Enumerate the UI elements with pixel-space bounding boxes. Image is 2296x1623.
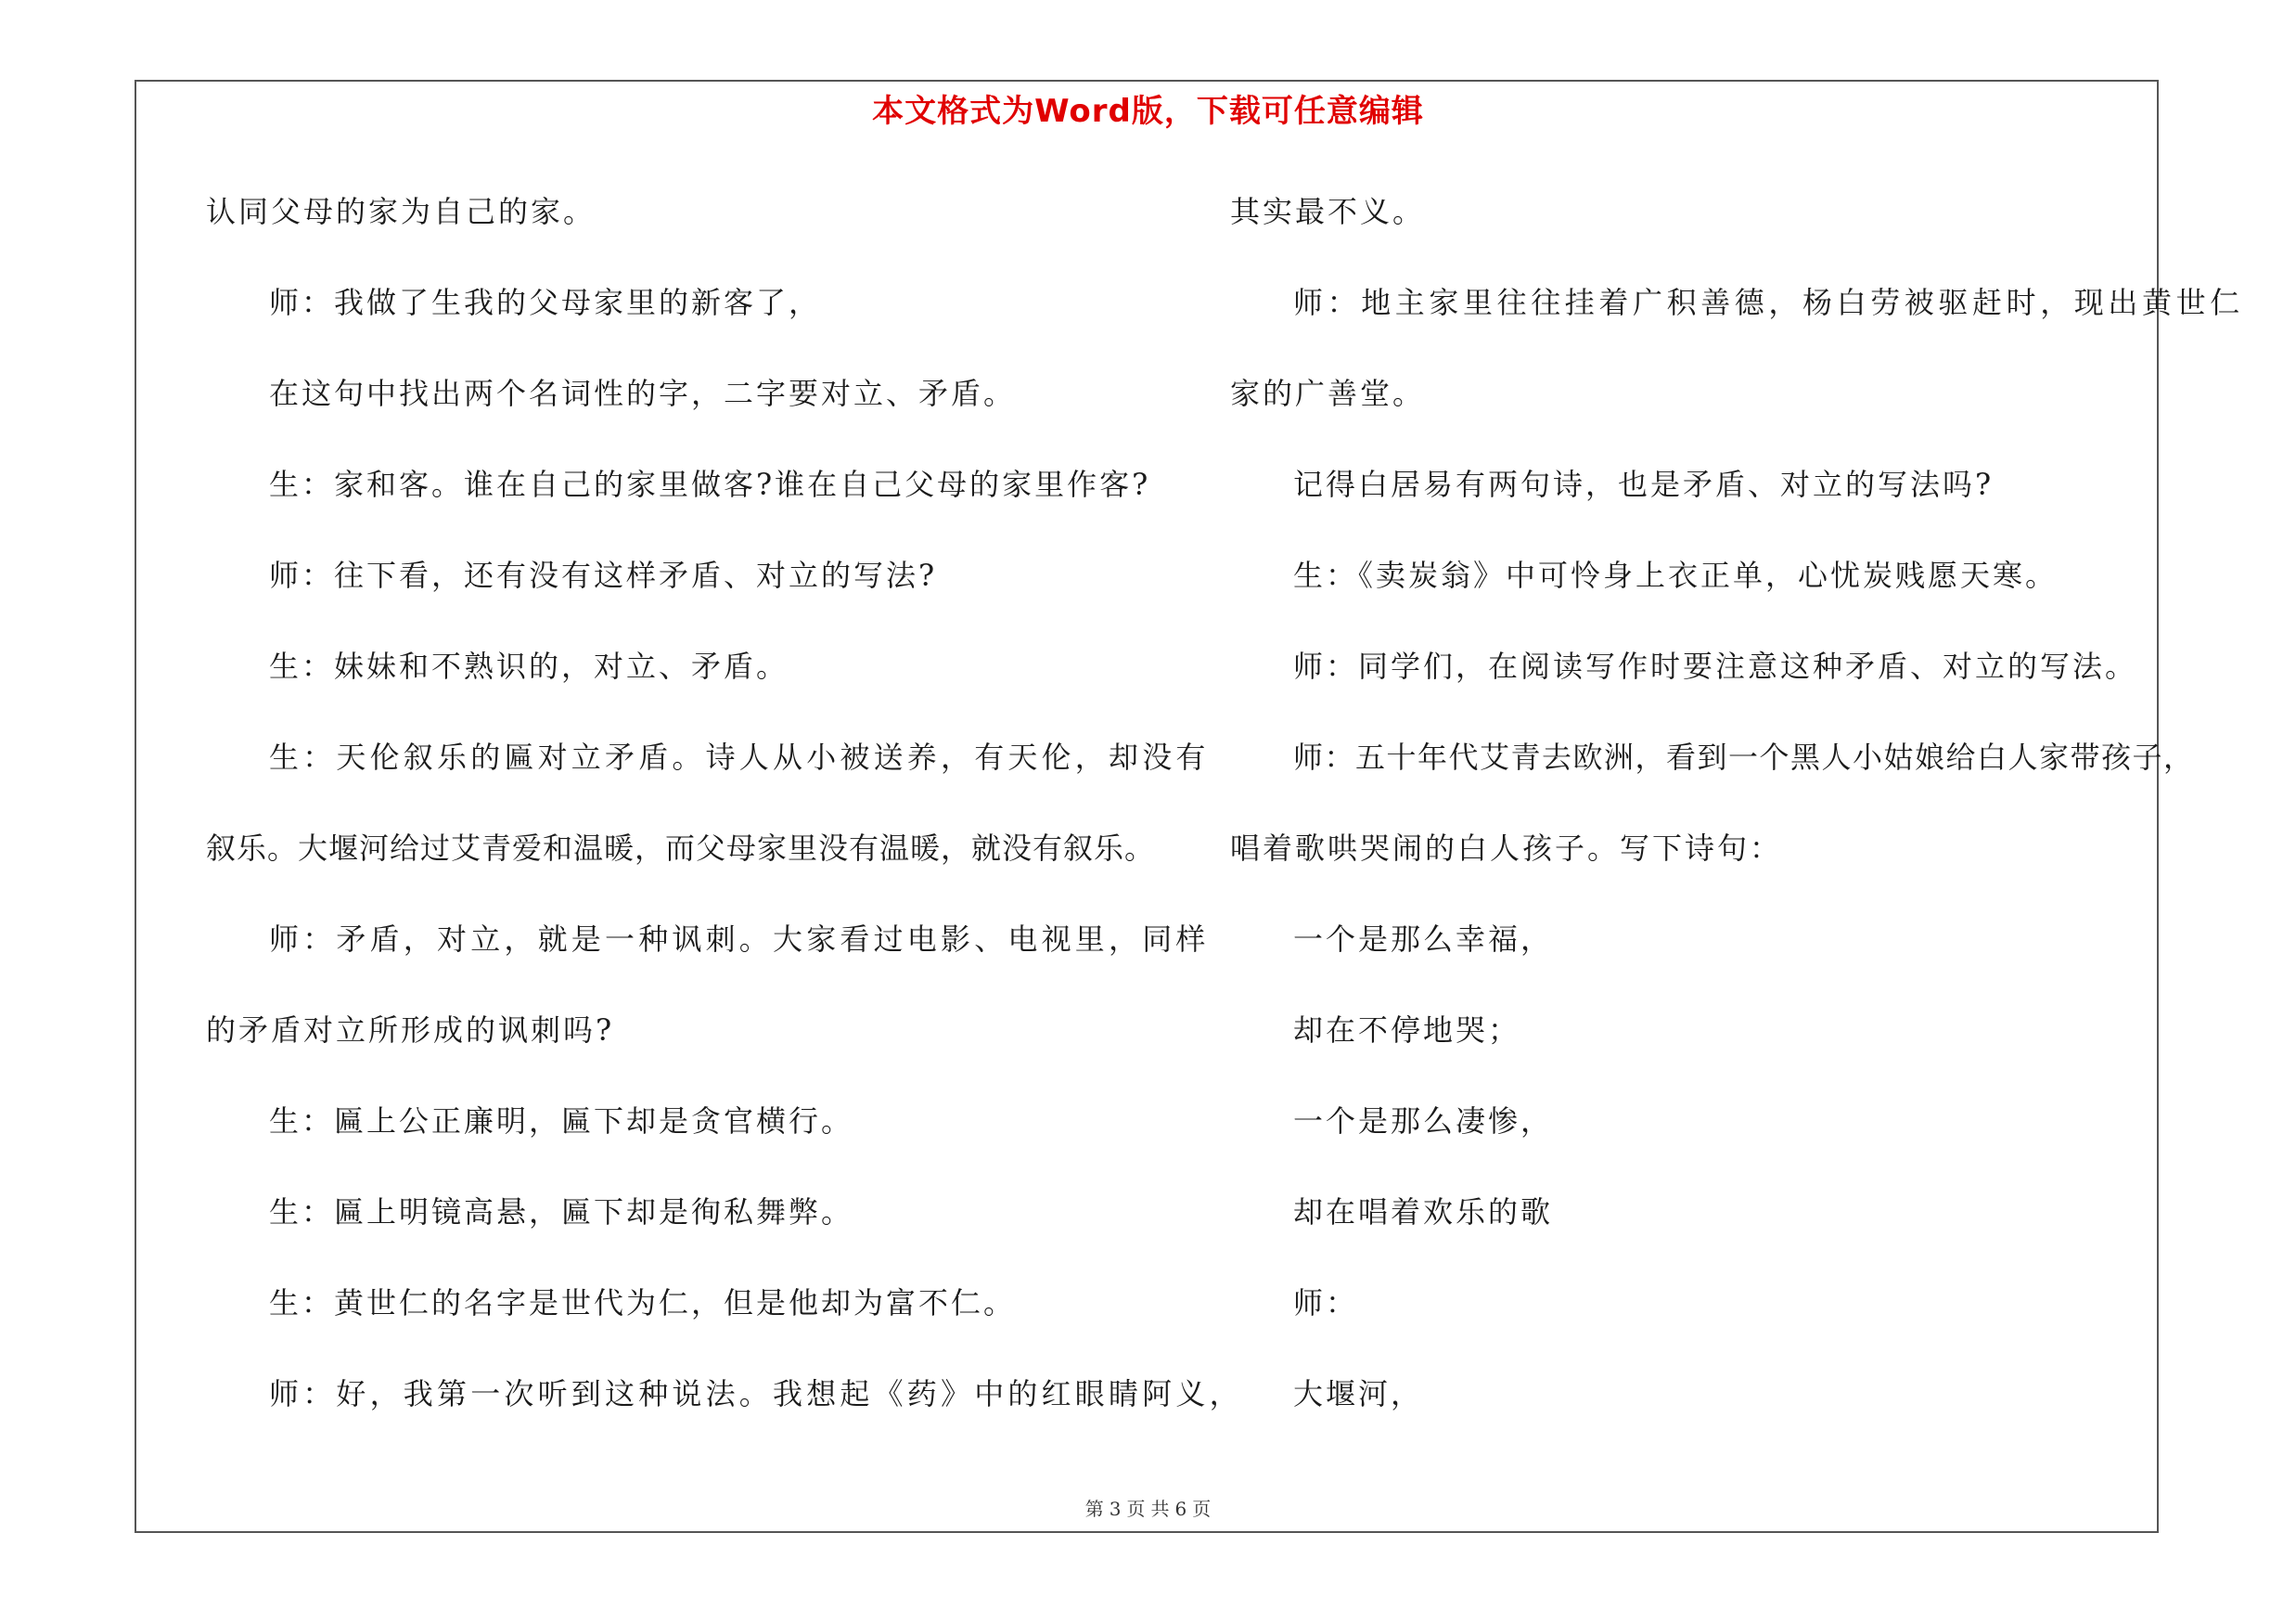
text-line: 师：矛盾，对立，就是一种讽刺。大家看过电影、电视里，同样 [269, 921, 1210, 957]
text-line: 师：往下看，还有没有这样矛盾、对立的写法? [269, 558, 938, 593]
text-line: 师： [1293, 1285, 1359, 1320]
text-line: 记得白居易有两句诗，也是矛盾、对立的写法吗? [1293, 467, 1995, 502]
text-line: 生：匾上明镜高悬，匾下却是徇私舞弊。 [269, 1194, 854, 1230]
text-line: 一个是那么凄惨， [1293, 1103, 1554, 1139]
right-column [1230, 184, 2244, 1457]
footer-suffix: 页 [1192, 1498, 1212, 1520]
footer-prefix: 第 [1084, 1498, 1104, 1520]
text-line: 师：我做了生我的父母家里的新客了， [269, 285, 822, 320]
text-line: 却在不停地哭； [1293, 1012, 1521, 1048]
text-line: 大堰河， [1293, 1376, 1424, 1411]
text-line: 师：好，我第一次听到这种说法。我想起《药》中的红眼睛阿义， [269, 1376, 1243, 1411]
current-page-number: 3 [1109, 1498, 1122, 1520]
text-line: 家的广善堂。 [1230, 376, 1426, 411]
text-line: 生：《卖炭翁》中可怜身上衣正单，心忧炭贱愿天寒。 [1293, 558, 2059, 593]
left-column [206, 184, 1243, 1457]
text-line: 师：地主家里往往挂着广积善德，杨白劳被驱赶时，现出黄世仁 [1293, 285, 2244, 320]
text-line: 生：妹妹和不熟识的，对立、矛盾。 [269, 649, 789, 684]
text-line: 一个是那么幸福， [1293, 921, 1554, 957]
total-page-number: 6 [1174, 1498, 1187, 1520]
text-line: 认同父母的家为自己的家。 [206, 194, 596, 229]
text-line: 在这句中找出两个名词性的字，二字要对立、矛盾。 [269, 376, 1017, 411]
text-line: 却在唱着欢乐的歌 [1293, 1194, 1554, 1230]
text-line: 师：五十年代艾青去欧洲，看到一个黑人小姑娘给白人家带孩子， [1293, 740, 2195, 775]
footer-total-word: 共 [1150, 1498, 1170, 1520]
text-line: 生：黄世仁的名字是世代为仁，但是他却为富不仁。 [269, 1285, 1017, 1320]
text-line: 的矛盾对立所形成的讽刺吗? [206, 1012, 615, 1048]
text-line: 师：同学们，在阅读写作时要注意这种矛盾、对立的写法。 [1293, 649, 2138, 684]
text-line: 其实最不义。 [1230, 194, 1426, 229]
text-line: 叙乐。大堰河给过艾青爱和温暖，而父母家里没有温暖，就没有叙乐。 [206, 831, 1156, 866]
text-line: 生：家和客。谁在自己的家里做客?谁在自己父母的家里作客? [269, 467, 1151, 502]
text-line: 生：天伦叙乐的匾对立矛盾。诗人从小被送养，有天伦，却没有 [269, 740, 1210, 775]
page-footer [0, 1494, 2296, 1521]
footer-page-word: 页 [1126, 1498, 1146, 1520]
text-line: 唱着歌哄哭闹的白人孩子。写下诗句： [1230, 831, 1783, 866]
format-banner: 本文格式为Word版，下载可任意编辑 [872, 93, 1424, 130]
text-line: 生：匾上公正廉明，匾下却是贪官横行。 [269, 1103, 854, 1139]
